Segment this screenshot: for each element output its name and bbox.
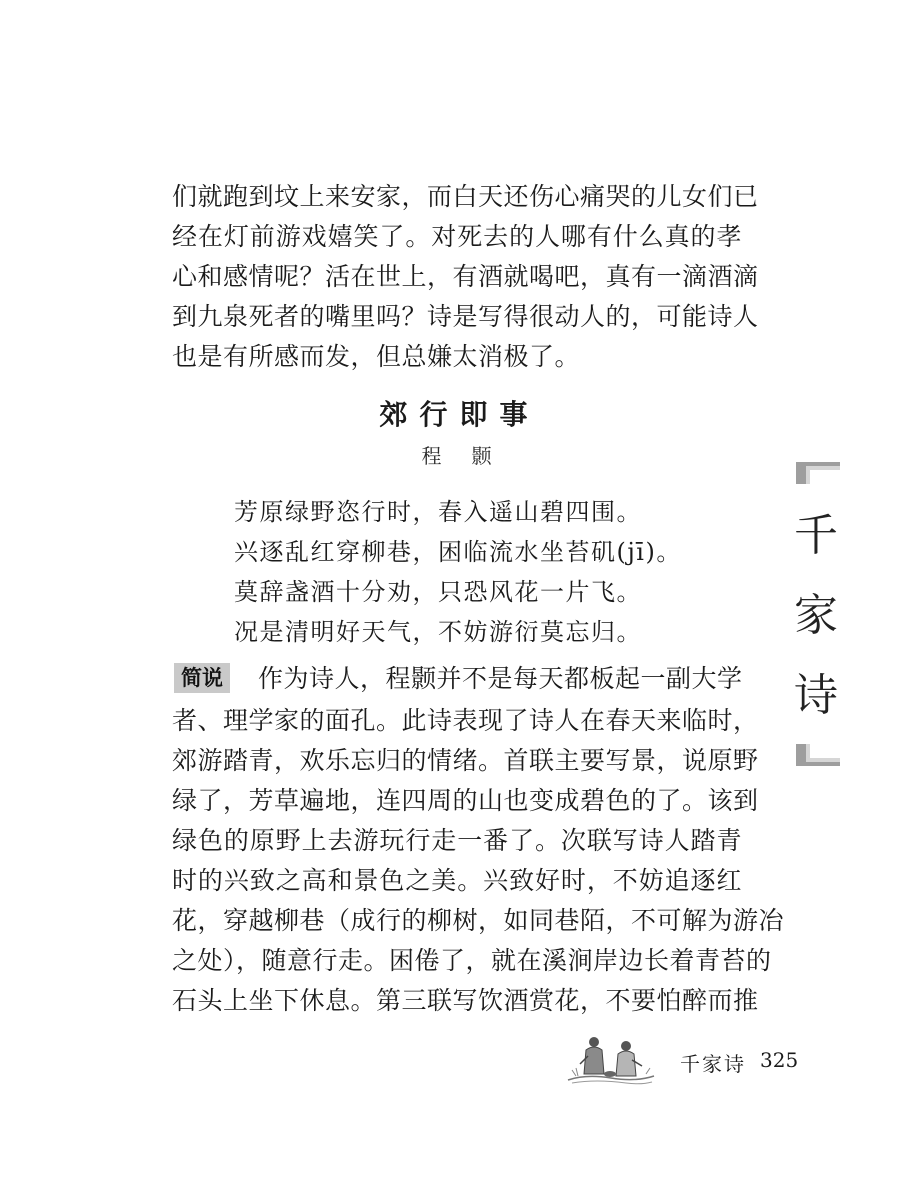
- side-tab-char: 千: [794, 510, 838, 561]
- bracket-bottom-icon: [792, 742, 840, 768]
- intro-line: 到九泉死者的嘴里吗？诗是写得很动人的，可能诗人: [172, 302, 759, 331]
- commentary-line: 绿色的原野上去游玩行走一番了。次联写诗人踏青: [172, 826, 742, 855]
- poem-line: 况是清明好天气，不妨游衍莫忘归。: [234, 618, 642, 646]
- side-tab-char: 诗: [794, 670, 838, 721]
- side-tab-char: 家: [794, 590, 838, 641]
- poem-author: 程颢: [421, 444, 522, 468]
- bracket-top-icon: [792, 460, 840, 486]
- commentary-line: 郊游踏青，欢乐忘归的情绪。首联主要写景，说原野: [172, 746, 759, 775]
- side-section-tab: [792, 460, 840, 768]
- commentary-line: 之处），随意行走。困倦了，就在溪涧岸边长着青苔的: [172, 946, 772, 975]
- footer-book-title: 千家诗: [680, 1052, 746, 1076]
- commentary-first-line: 作为诗人，程颢并不是每天都板起一副大学: [258, 664, 743, 693]
- intro-line: 经在灯前游戏嬉笑了。对死去的人哪有什么真的孝: [172, 222, 742, 251]
- poem-line: 芳原绿野恣行时，春入遥山碧四围。: [234, 498, 642, 526]
- poem-line: 莫辞盏酒十分劝，只恐风花一片飞。: [234, 578, 642, 606]
- two-scholars-illustration-icon: [566, 1030, 656, 1086]
- page-number: 325: [760, 1048, 799, 1072]
- intro-line: 也是有所感而发，但总嫌太消极了。: [172, 342, 581, 371]
- poem-title: 郊行即事: [379, 398, 540, 431]
- intro-line: 心和感情呢？活在世上，有酒就喝吧，真有一滴酒滴: [172, 262, 759, 291]
- commentary-line: 者、理学家的面孔。此诗表现了诗人在春天来临时，: [172, 706, 759, 735]
- intro-line: 们就跑到坟上来安家，而白天还伤心痛哭的儿女们已: [172, 182, 759, 211]
- commentary-line: 绿了，芳草遍地，连四周的山也变成碧色的了。该到: [172, 786, 759, 815]
- commentary-line: 花，穿越柳巷（成行的柳树，如同巷陌，不可解为游冶: [172, 906, 785, 935]
- poem-line: 兴逐乱红穿柳巷，困临流水坐苔矶(jī)。: [234, 538, 682, 566]
- commentary-line: 石头上坐下休息。第三联写饮酒赏花，不要怕醉而推: [172, 986, 759, 1015]
- commentary-tag: 简说: [174, 663, 230, 693]
- commentary-line: 时的兴致之高和景色之美。兴致好时，不妨追逐红: [172, 866, 742, 895]
